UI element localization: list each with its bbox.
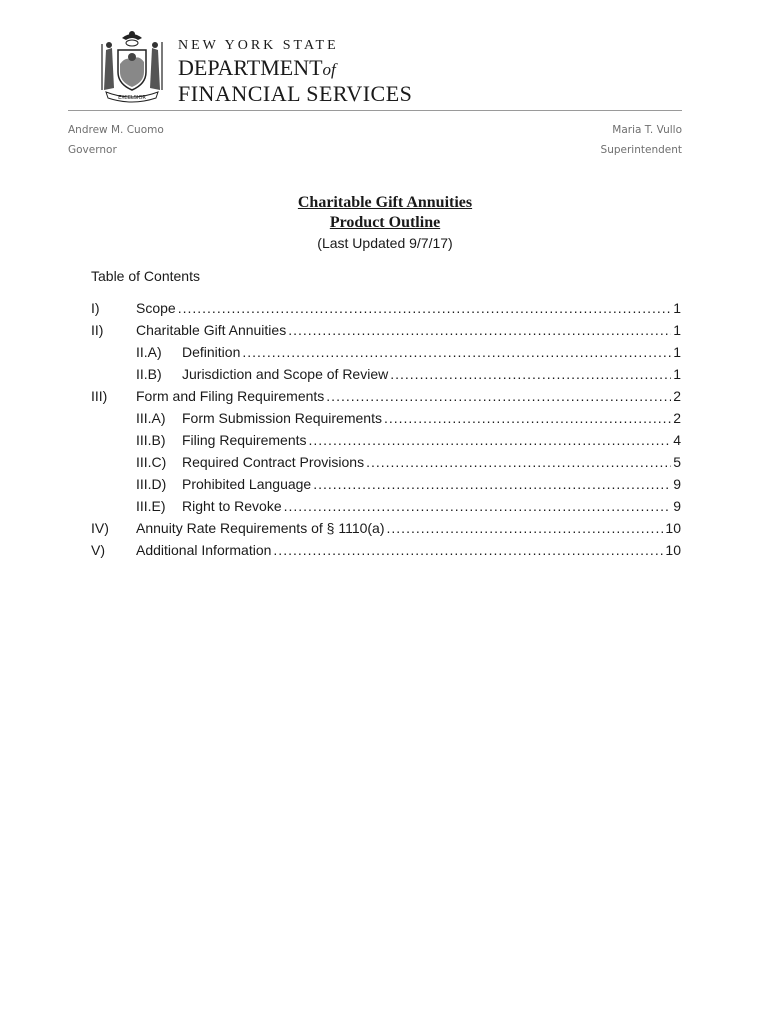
toc-label: Form and Filing Requirements — [136, 388, 325, 404]
toc-leader — [390, 365, 671, 383]
toc-leader — [309, 431, 672, 449]
department-line — [178, 56, 412, 82]
toc-leader — [384, 409, 671, 427]
toc-page: 9 — [673, 476, 681, 492]
toc-label: Annuity Rate Requirements of § 1110(a) — [136, 520, 385, 536]
toc-subentry[interactable] — [0, 475, 770, 497]
toc-page: 1 — [673, 322, 681, 338]
governor-name: Andrew M. Cuomo — [68, 124, 164, 136]
toc-subnumber: II.B) — [136, 366, 162, 382]
toc-label: Definition — [182, 344, 241, 360]
toc-entry[interactable] — [0, 519, 770, 541]
toc-label: Jurisdiction and Scope of Review — [182, 366, 389, 382]
toc-label: Right to Revoke — [182, 498, 282, 514]
toc-page: 2 — [673, 410, 681, 426]
toc-number: III) — [91, 388, 108, 404]
toc-subentry[interactable] — [0, 453, 770, 475]
department-of: of — [322, 60, 336, 79]
document-subtitle: Product Outline — [329, 214, 441, 231]
governor-title: Governor — [68, 144, 117, 156]
toc-page: 1 — [673, 344, 681, 360]
toc-page: 1 — [673, 300, 681, 316]
toc-leader — [387, 519, 664, 537]
document-title: Charitable Gift Annuities — [297, 194, 473, 211]
table-of-contents — [0, 299, 770, 563]
toc-label: Prohibited Language — [182, 476, 312, 492]
toc-entry[interactable] — [0, 299, 770, 321]
toc-leader — [288, 321, 671, 339]
toc-leader — [178, 299, 672, 317]
toc-subentry[interactable] — [0, 497, 770, 519]
department-name — [178, 38, 412, 106]
toc-page: 10 — [665, 520, 681, 536]
toc-leader — [313, 475, 671, 493]
toc-label: Charitable Gift Annuities — [136, 322, 287, 338]
toc-entry[interactable] — [0, 321, 770, 343]
toc-leader — [326, 387, 671, 405]
toc-page: 10 — [665, 542, 681, 558]
toc-number: I) — [91, 300, 100, 316]
toc-number: V) — [91, 542, 105, 558]
toc-subnumber: III.D) — [136, 476, 167, 492]
header-divider — [68, 110, 682, 111]
toc-label: Filing Requirements — [182, 432, 307, 448]
toc-page: 2 — [673, 388, 681, 404]
toc-label: Additional Information — [136, 542, 272, 558]
toc-leader — [284, 497, 672, 515]
superintendent-name: Maria T. Vullo — [612, 124, 682, 136]
toc-subentry[interactable] — [0, 343, 770, 365]
toc-subnumber: II.A) — [136, 344, 162, 360]
toc-entry[interactable] — [0, 387, 770, 409]
toc-label: Scope — [136, 300, 176, 316]
toc-subnumber: III.C) — [136, 454, 167, 470]
toc-page: 1 — [673, 366, 681, 382]
toc-page: 4 — [673, 432, 681, 448]
state-seal-icon — [92, 28, 172, 106]
toc-leader — [366, 453, 671, 471]
department-word: DEPARTMENT — [178, 55, 323, 80]
seal-motto: EXCELSIOR — [118, 95, 146, 101]
superintendent-title: Superintendent — [600, 144, 682, 156]
toc-page: 9 — [673, 498, 681, 514]
toc-label: Required Contract Provisions — [182, 454, 365, 470]
toc-subentry[interactable] — [0, 431, 770, 453]
toc-subnumber: III.E) — [136, 498, 166, 514]
toc-subentry[interactable] — [0, 409, 770, 431]
toc-number: IV) — [91, 520, 109, 536]
toc-label: Form Submission Requirements — [182, 410, 382, 426]
superintendent-block — [601, 120, 682, 160]
toc-subnumber: III.B) — [136, 432, 166, 448]
toc-leader — [242, 343, 671, 361]
toc-subnumber: III.A) — [136, 410, 166, 426]
state-name: NEW YORK STATE — [178, 38, 339, 53]
toc-heading: Table of Contents — [91, 268, 200, 284]
last-updated: (Last Updated 9/7/17) — [317, 235, 453, 251]
toc-leader — [273, 541, 663, 559]
toc-number: II) — [91, 322, 104, 338]
financial-services-line: FINANCIAL SERVICES — [178, 81, 413, 106]
toc-subentry[interactable] — [0, 365, 770, 387]
toc-entry[interactable] — [0, 541, 770, 563]
toc-page: 5 — [673, 454, 681, 470]
governor-block — [68, 120, 164, 160]
